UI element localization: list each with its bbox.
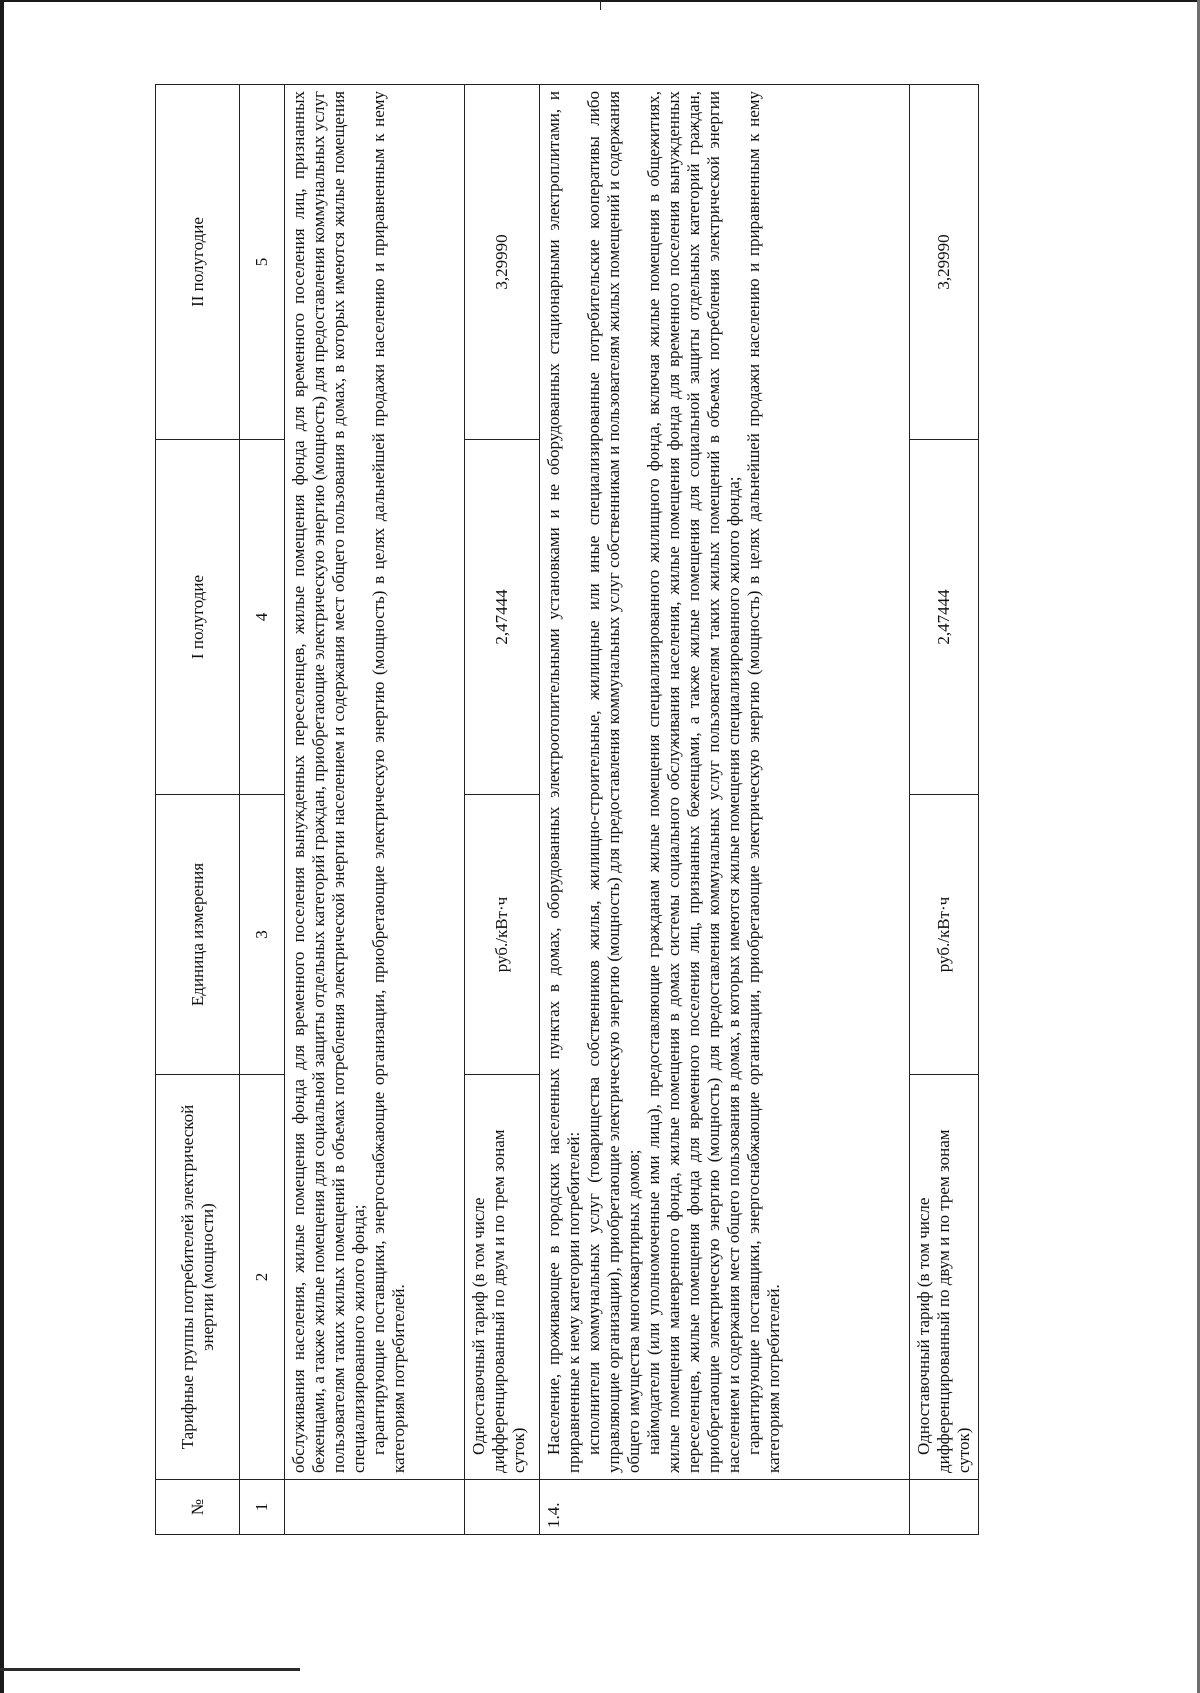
tariff-name: Одноставочный тариф (в том числе дифференцированный по двум и по трем зонам суток) — [910, 1075, 979, 1480]
tariff-name: Одноставочный тариф (в том числе дифференцированный по двум и по трем зонам суток) — [465, 1075, 540, 1480]
description-paragraph: гарантирующие поставщики, энергоснабжающие организации, приобретающие электрическую энергию (мощность) в целях дальнейшей продажи населению и приравненным к нему категориям потребителей. — [369, 91, 408, 1473]
row-number-empty — [910, 1480, 979, 1535]
description-paragraph: наймодатели (или уполномоченные ими лица), предоставляющие гражданам жилые помещения специализированного жилищного фонда, включая жилые помещения в общежитиях, жилые помещения маневренного фонда, жилые помещения в домах системы социального обслуживания населения, жилые помещения фонда для временного поселения вынужденных переселенцев, жилые помещения фонда для временного поселения лиц, признанных беженцами, а также жилые помещения для социальной защиты отдельных категорий граждан, приобретающие электрическую энергию (мощность) для предоставления коммунальных услуг пользователям таких жилых помещений в объемах потребления электрической энергии населением и содержания мест общего пользования в домах, в которых имеются жилые помещения специализированного жилого фонда; — [644, 91, 743, 1473]
description-paragraph: обслуживания населения, жилые помещения фонда для временного поселения вынужденных переселенцев, жилые помещения фонда для временного поселения лиц, признанных беженцами, а также жилые помещения для социальной защиты отдельных категорий граждан, приобретающие электрическую энергию (мощность) для предоставления коммунальных услуг пользователям таких жилых помещений в объемах потребления электрической энергии населением и содержания мест общего пользования в домах, в которых имеются жилые помещения специализированного жилого фонда; — [289, 91, 368, 1473]
tariff-first-half: 2,47444 — [910, 440, 979, 795]
column-number-row — [240, 85, 285, 1535]
header-row — [156, 85, 240, 1535]
tariff-row — [465, 85, 540, 1535]
row-number: 1.4. — [540, 1480, 910, 1535]
row-number-empty — [285, 1480, 465, 1535]
description-paragraph: гарантирующие поставщики, энергоснабжающие организации, приобретающие электрическую энергию (мощность) в целях дальнейшей продажи населению и приравненным к нему категориям потребителей. — [744, 91, 783, 1473]
consumer-description — [540, 85, 910, 1480]
scan-mark — [600, 0, 601, 10]
header-second-half: II полугодие — [156, 85, 240, 440]
scan-border-left — [0, 0, 4, 1693]
description-paragraph: исполнители коммунальных услуг (товарищества собственников жилья, жилищно-строительные, жилищные или иные специализированные потребительские кооперативы либо управляющие организации), приобретающие электрическую энергию (мощность) для предоставления коммунальных услуг собственникам и пользователям жилых помещений и содержания общего имущества многоквартирных домов; — [584, 91, 643, 1473]
row-number-empty — [465, 1480, 540, 1535]
header-number: № — [156, 1480, 240, 1535]
tariff-unit: руб./кВт·ч — [910, 795, 979, 1075]
colnum-1: 1 — [240, 1480, 285, 1535]
tariff-second-half: 3,29990 — [465, 85, 540, 440]
colnum-3: 3 — [240, 795, 285, 1075]
consumer-description-row — [285, 85, 465, 1535]
tariff-table — [155, 84, 979, 1535]
colnum-4: 4 — [240, 440, 285, 795]
header-first-half: I полугодие — [156, 440, 240, 795]
header-groups: Тарифные группы потребителей электрической энергии (мощности) — [156, 1075, 240, 1480]
colnum-2: 2 — [240, 1075, 285, 1480]
scan-border-bottom — [0, 1668, 300, 1671]
tariff-first-half: 2,47444 — [465, 440, 540, 795]
description-paragraph: Население, проживающее в городских населенных пунктах в домах, оборудованных электроотопительными установками и не оборудованных стационарными электроплитами, и приравненные к нему категории потребителей: — [544, 91, 583, 1473]
tariff-second-half: 3,29990 — [910, 85, 979, 440]
colnum-5: 5 — [240, 85, 285, 440]
tariff-row — [910, 85, 979, 1535]
tariff-unit: руб./кВт·ч — [465, 795, 540, 1075]
header-unit: Единица измерения — [156, 795, 240, 1075]
consumer-description — [285, 85, 465, 1480]
consumer-description-row — [540, 85, 910, 1535]
rotated-page — [155, 85, 1000, 1535]
